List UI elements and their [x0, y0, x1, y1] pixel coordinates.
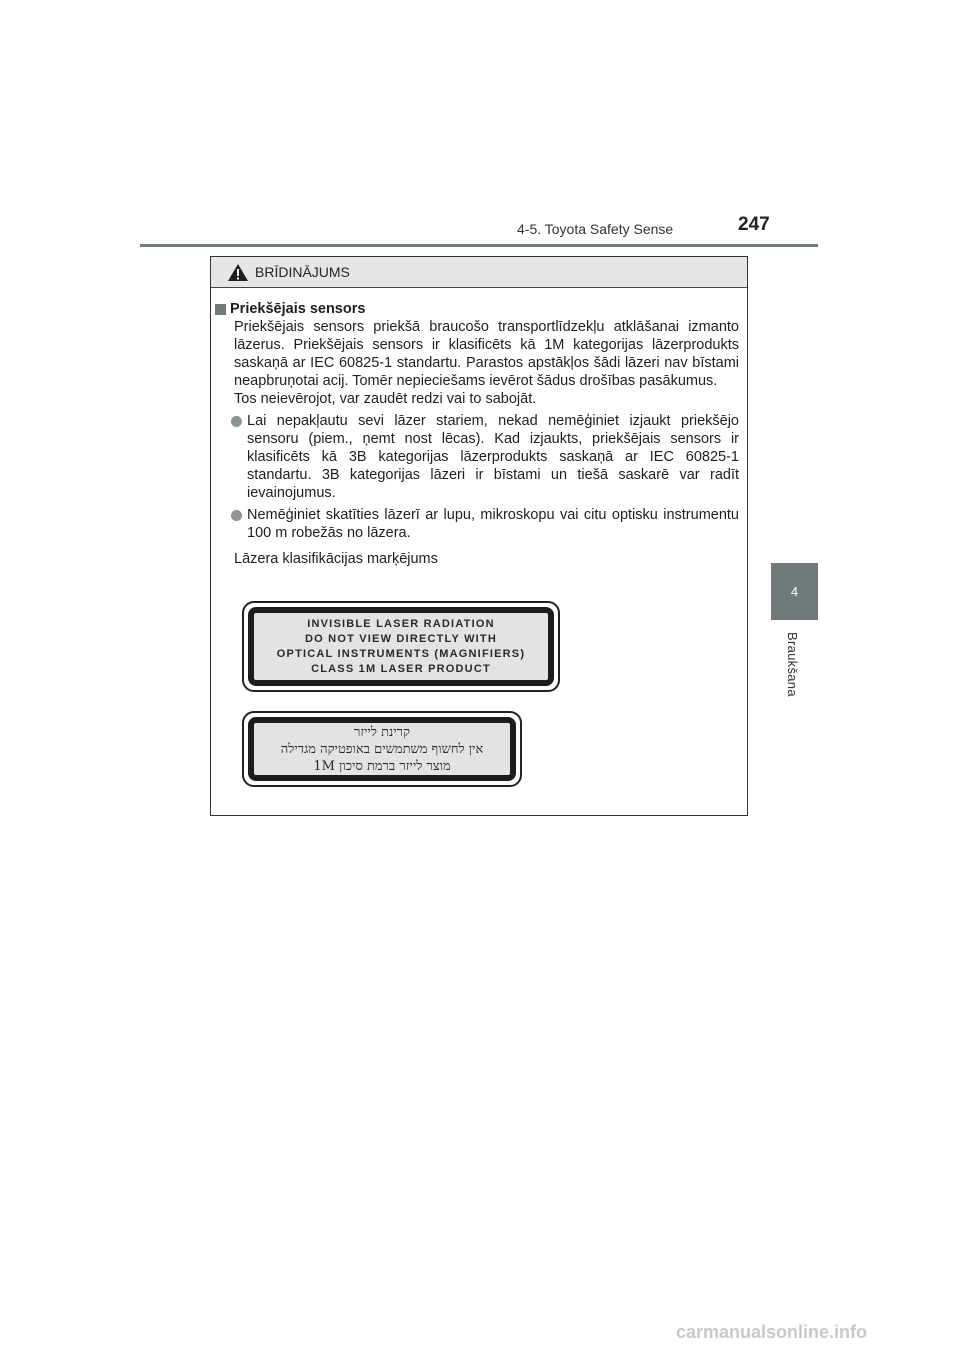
label-caption: Lāzera klasifikācijas marķējums — [234, 551, 438, 567]
bullet-dot-icon — [231, 510, 242, 521]
intro-paragraph: Priekšējais sensors priekšā braucošo transportlīdzekļu atklāšanai izmanto lāzerus. Priekšējais sensors ir klasificēts kā 1M kategorijas lāzerprodukts saskaņā ar IEC 60825-1 standartu. Parastos apstākļos šādi lāzeri nav bīstami neapbruņotai acij. Tomēr nepieciešams ievērot šādus drošības pasākumus. — [234, 319, 739, 389]
label-line: OPTICAL INSTRUMENTS (MAGNIFIERS) — [276, 647, 526, 660]
laser-label-hebrew — [242, 711, 522, 787]
section-heading — [215, 300, 739, 318]
bullet-dot-icon — [231, 416, 242, 427]
warning-triangle-icon — [227, 263, 249, 282]
list-item-text: Nemēģiniet skatīties lāzerī ar lupu, mikroskopu vai citu optisku instrumentu 100 m robežās no lāzera. — [247, 507, 739, 541]
warning-content — [211, 288, 747, 568]
running-header-section: 4-5. Toyota Safety Sense — [517, 221, 674, 237]
warning-header — [211, 257, 747, 288]
page-number: 247 — [738, 214, 770, 235]
laser-label-english — [242, 601, 560, 692]
chapter-tab[interactable]: 4 — [771, 563, 818, 620]
list-item-text: Lai nepakļautu sevi lāzer stariem, nekad nemēģiniet izjaukt priekšējo sensoru (piem., ņemt nost lēcas). Kad izjaukts, priekšējais sensors ir klasificēts kā 3B kategorijas lāzerprodukts saskaņā ar IEC 60825-1 standartu. 3B kategorijas lāzeri ir bīstami un tiešā saskarē var radīt ievainojumus. — [247, 413, 739, 501]
warning-title: BRĪDINĀJUMS — [255, 264, 350, 280]
list-item — [231, 412, 739, 502]
chapter-tab-label: Braukšana — [785, 632, 800, 697]
square-bullet-icon — [215, 304, 226, 315]
label-line: INVISIBLE LASER RADIATION — [307, 617, 495, 630]
label-line: אין לחשוף משתמשים באופטיקה מגדילה — [280, 741, 484, 757]
label-line: מוצר לייזר ברמת סיכון 1M — [313, 758, 451, 774]
label-line: קרינת לייזר — [354, 724, 410, 740]
label-line: DO NOT VIEW DIRECTLY WITH — [305, 632, 497, 645]
list-item — [231, 506, 739, 542]
watermark: carmanualsonline.info — [676, 1322, 868, 1342]
label-line: CLASS 1M LASER PRODUCT — [311, 662, 491, 675]
header-rule — [140, 244, 818, 247]
section-title: Priekšējais sensors — [230, 301, 366, 317]
consequence-text: Tos neievērojot, var zaudēt redzi vai to sabojāt. — [234, 391, 537, 407]
